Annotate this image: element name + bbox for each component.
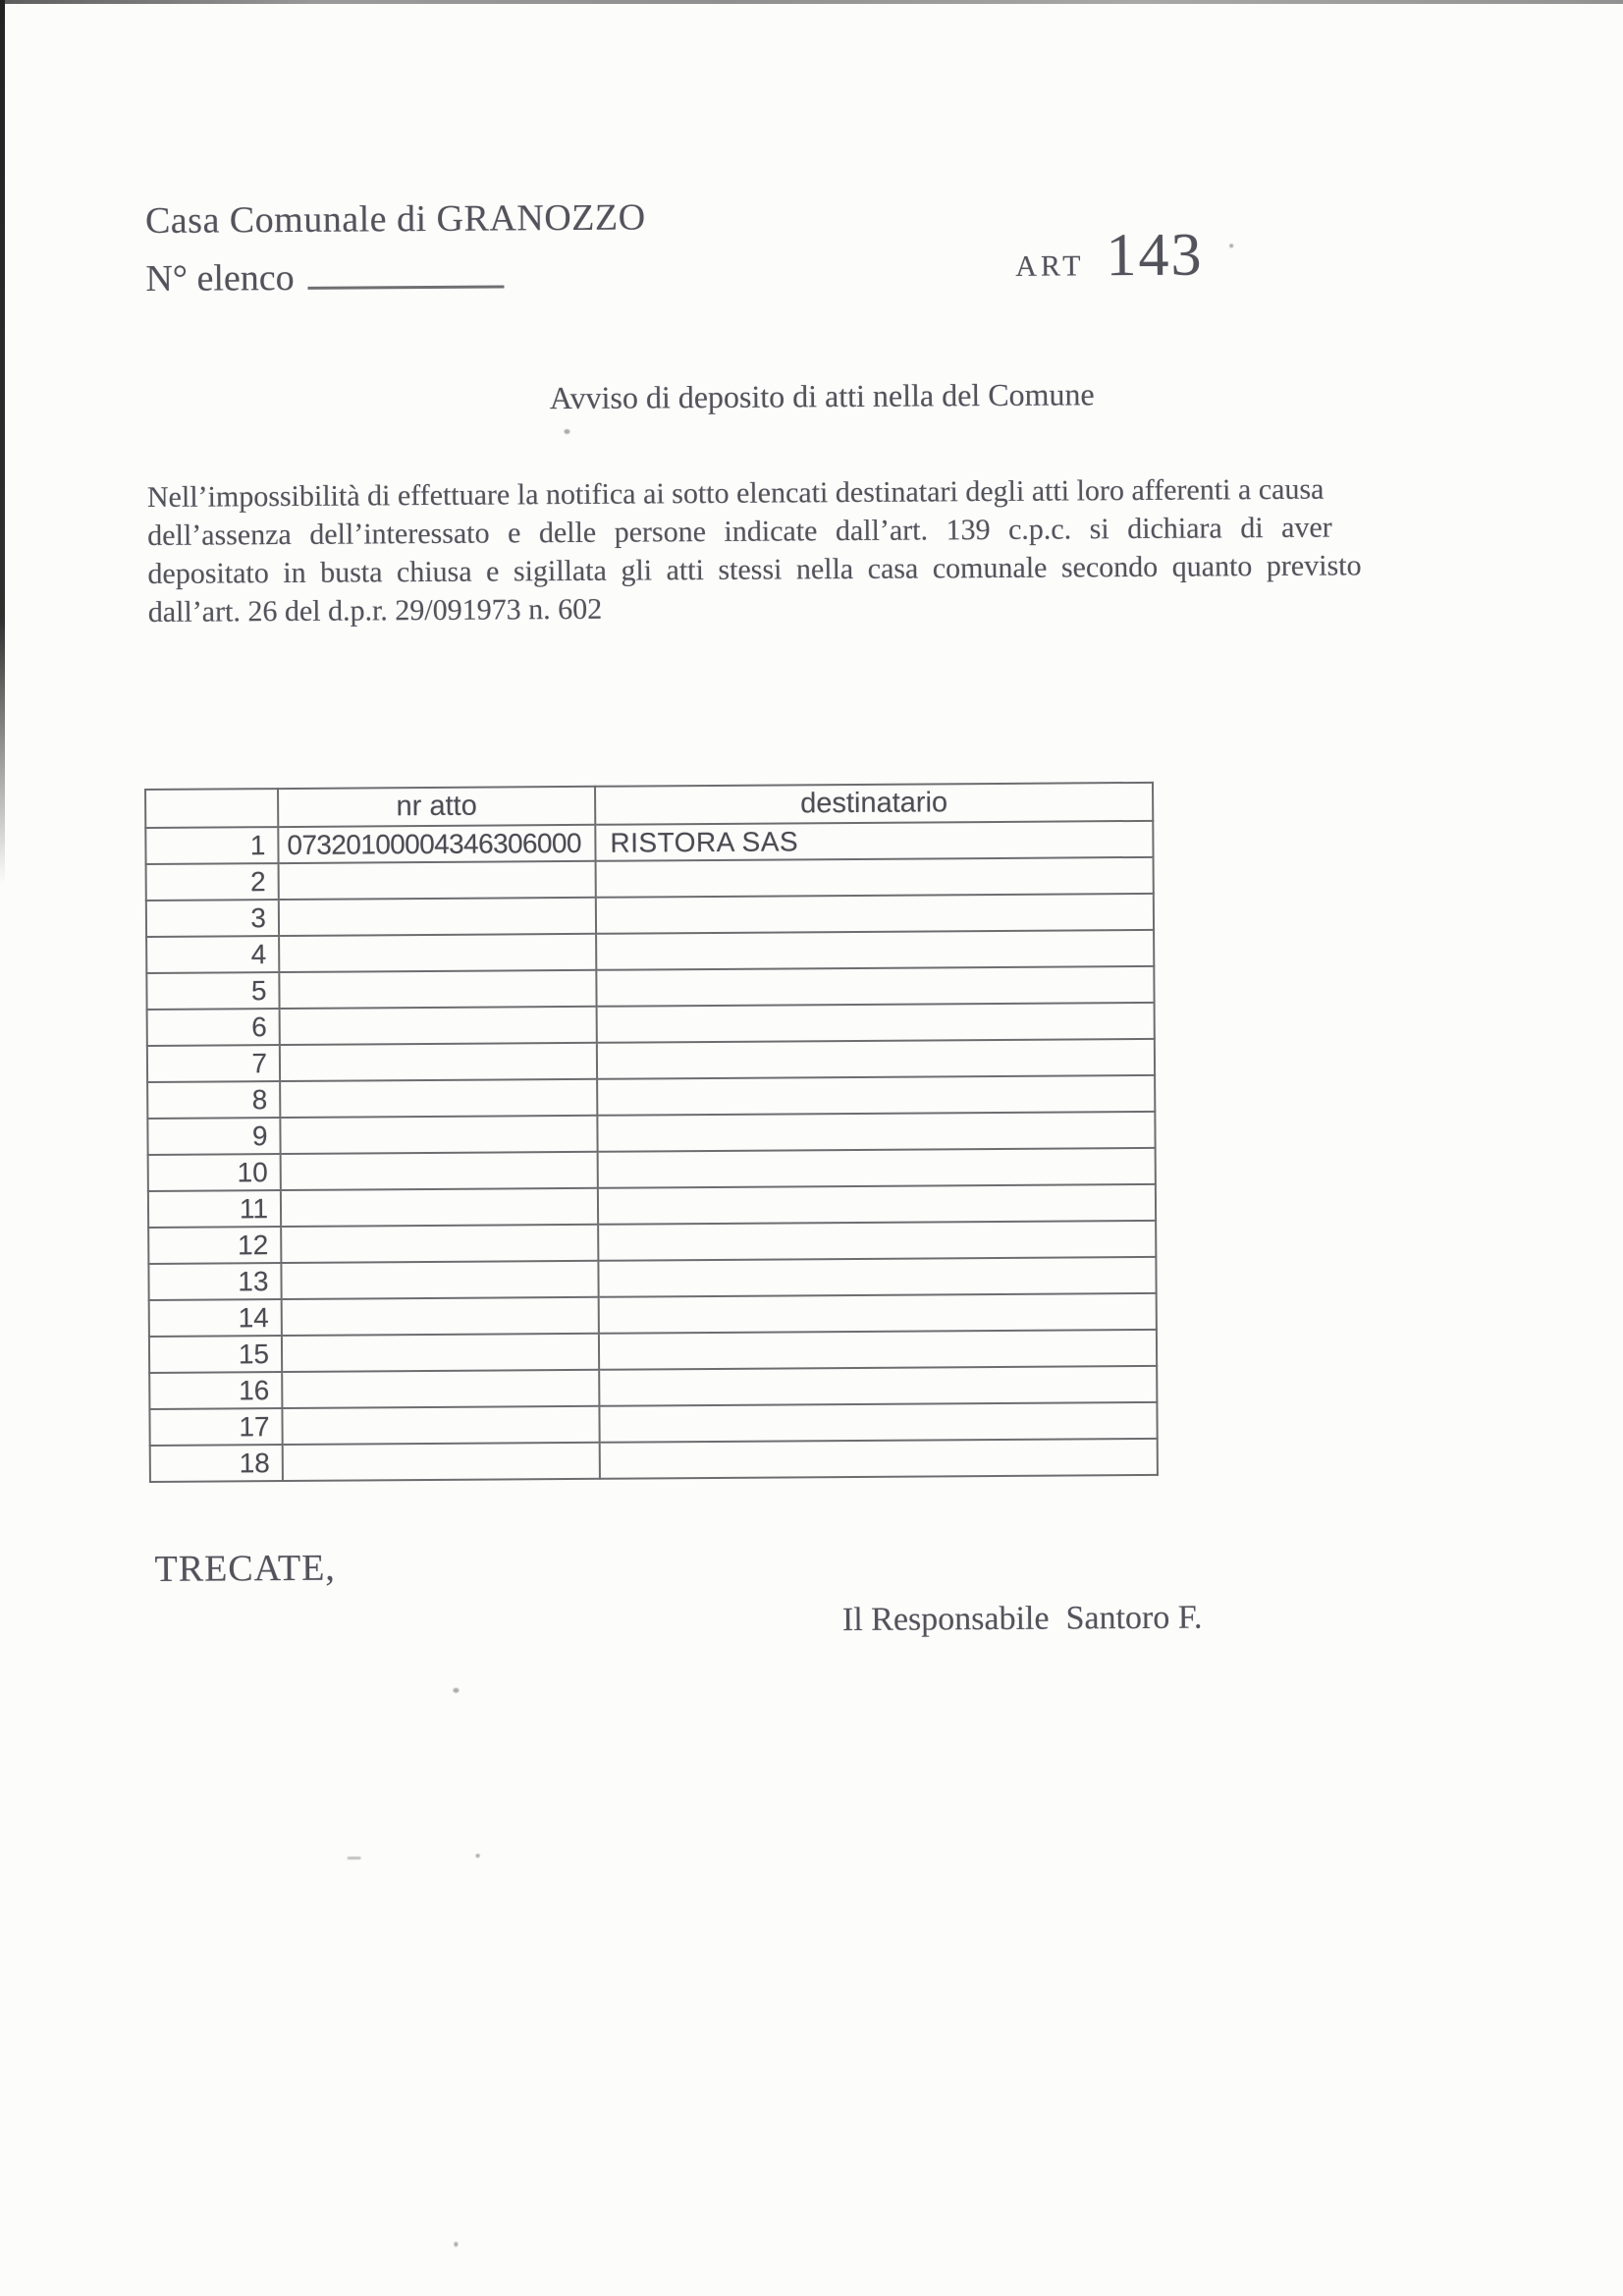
nr-atto-cell [279,970,596,1009]
row-number-cell: 1 [145,827,278,864]
row-number-cell: 10 [148,1154,281,1191]
scan-speck [453,1688,459,1693]
destinatario-cell: RISTORA SAS [595,821,1153,861]
article-number: 143 [1106,221,1204,290]
destinatario-cell [597,1003,1155,1043]
nr-atto-cell [281,1261,598,1299]
nr-atto-cell [279,861,596,900]
nr-atto-cell: 07320100004346306000 [278,825,595,863]
destinatario-column-header: destinatario [595,783,1153,825]
table-row [150,1439,1158,1482]
nr-atto-cell [279,934,596,972]
row-number-cell: 11 [148,1190,281,1228]
destinatario-cell [596,857,1154,898]
destinatario-cell [598,1257,1156,1297]
destinatario-cell [597,1075,1155,1116]
destinatario-cell [599,1293,1157,1334]
article-reference [1015,220,1204,291]
destinatario-cell [599,1366,1157,1406]
row-number-cell: 9 [147,1118,280,1155]
nr-atto-cell [282,1370,599,1408]
row-number-cell: 2 [146,863,279,901]
destinatario-cell [598,1184,1156,1225]
scan-speck [348,1857,361,1860]
row-number-cell: 7 [147,1045,280,1082]
body-line-4: dall’art. 26 del d.p.r. 29/091973 n. 602 [147,592,603,629]
office-name: Casa Comunale di GRANOZZO [144,196,646,242]
destinatario-cell [600,1439,1158,1479]
nr-atto-cell [282,1297,599,1336]
destinatario-cell [599,1402,1157,1443]
row-number-cell: 5 [146,972,279,1010]
destinatario-cell [597,1039,1155,1079]
row-number-column-header [145,789,278,828]
destinatario-cell [596,894,1154,934]
body-line-1: Nell’impossibilità di effettuare la notifica ai sotto elencati destinatari degli atti loro afferenti a causa [146,472,1325,514]
row-number-cell: 12 [148,1227,281,1264]
nr-atto-cell [280,1043,597,1081]
nr-atto-cell [281,1225,598,1263]
destinatario-cell [596,966,1154,1007]
nr-atto-column-header: nr atto [278,787,595,827]
nr-atto-cell [281,1188,598,1227]
scan-speck [476,1854,480,1858]
destinatario-cell [599,1330,1157,1370]
row-number-cell: 14 [149,1299,282,1337]
row-number-cell: 6 [147,1009,280,1046]
row-number-cell: 4 [146,936,279,973]
scan-speck [564,429,569,434]
row-number-cell: 18 [150,1445,283,1482]
row-number-cell: 13 [148,1263,281,1300]
scan-speck [454,2242,458,2247]
deposit-table [144,782,1159,1483]
nr-atto-cell [282,1406,599,1445]
destinatario-cell [598,1221,1156,1261]
nr-atto-cell [280,1007,597,1045]
body-line-3: depositato in busta chiusa e sigillata gli atti stessi nella casa comunale secondo quanto previsto [147,549,1362,590]
nr-atto-cell [281,1152,598,1190]
destinatario-cell [597,1112,1155,1152]
place-line: TRECATE, [154,1547,336,1590]
destinatario-cell [598,1148,1156,1188]
row-number-cell: 8 [147,1081,280,1119]
row-number-cell: 16 [149,1372,282,1409]
nr-atto-cell [282,1334,599,1372]
list-number-row [145,251,505,301]
row-number-cell: 15 [149,1336,282,1373]
destinatario-cell [596,930,1154,970]
document-title: Avviso di deposito di atti nella del Comune [549,376,1095,416]
nr-atto-cell [280,1116,597,1154]
deposit-table-body [145,821,1158,1482]
body-paragraph [147,469,1472,631]
nr-atto-cell [283,1443,600,1481]
row-number-cell: 17 [149,1408,282,1446]
scan-speck [1229,244,1233,247]
signature-line: Il Responsabile Santoro F. [841,1599,1203,1639]
body-line-2: dell’assenza dell’interessato e delle persone indicate dall’art. 139 c.p.c. si dichiara di aver [147,511,1332,552]
article-label: ART [1015,249,1085,283]
list-number-label: N° elenco [145,256,295,300]
list-number-blank-line [308,251,505,289]
nr-atto-cell [280,1079,597,1118]
nr-atto-cell [279,898,596,936]
row-number-cell: 3 [146,900,279,937]
